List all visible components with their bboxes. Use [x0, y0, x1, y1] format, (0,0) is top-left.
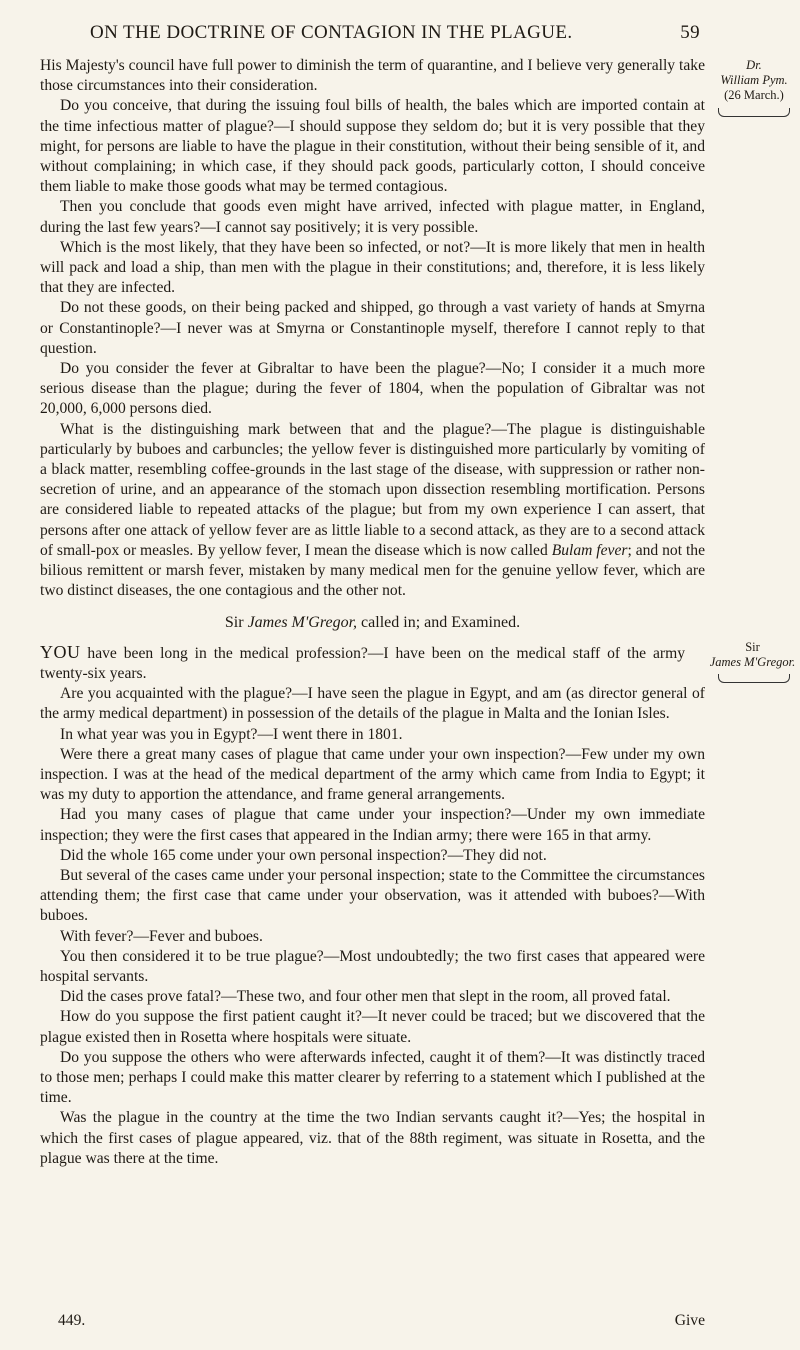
document-body	[40, 56, 705, 1169]
paragraph: His Majesty's council have full power to diminish the term of quarantine, and I believe very generally take those circumstances into their consideration.	[40, 57, 705, 95]
paragraph: Do you conceive, that during the issuing foul bills of health, the bales which are imported contain at the time infectious matter of plague?—I should suppose they seldom do; but it is very possible that they might, for persons are liable to have the plague in their constitution, without their being sensible of it, and without complaining; in which case, if they should pack goods, particularly cotton, I should conceive them liable to make those goods what may be termed contagious.	[40, 97, 705, 196]
paragraph-yellow-fever	[40, 420, 705, 602]
paragraph: Do not these goods, on their being packed and shipped, go through a vast variety of hands at Smyrna or Constantinople?—I never was at Smyrna or Constantinople myself, therefore I cannot reply to that question.	[40, 299, 705, 357]
paragraph: Are you acquainted with the plague?—I have seen the plague in Egypt, and am (as director general of the army medical department) in possession of the details of the plague in Malta and the Ionian Isles.	[40, 685, 705, 723]
page-number: 59	[680, 22, 700, 43]
paragraph: In what year was you in Egypt?—I went there in 1801.	[60, 725, 403, 743]
heading-witness-name: James M'Gregor,	[247, 614, 358, 632]
paragraph-first	[40, 642, 705, 684]
margin-note-mcgregor-name: James M'Gregor.	[709, 655, 796, 669]
paragraph: How do you suppose the first patient caught it?—It never could be traced; but we discovered that the plague existed then in Rosetta where hospitals were situate.	[40, 1008, 705, 1046]
paragraph: Which is the most likely, that they have been so infected, or not?—It is more likely that men in health will pack and load a ship, than men with the plague in their constitutions; and, therefore, it is less likely that they are infected.	[40, 238, 705, 297]
running-header	[90, 20, 700, 50]
paragraph: Did the cases prove fatal?—These two, and four other men that slept in the room, all proved fatal.	[60, 988, 671, 1006]
signature-mark: 449.	[58, 1312, 86, 1329]
paragraph-text: ; and not the bilious remittent or marsh fever, mistaken by many medical men for the genuine yellow fever, which are two distinct diseases, the one contagious and the other not.	[40, 541, 705, 600]
paragraph: But several of the cases came under your personal inspection; state to the Committee the circumstances attending them; the first case that came under your observation, was it attended with buboes?—With buboes.	[40, 866, 705, 925]
paragraph: Had you many cases of plague that came under your inspection?—Under my own immediate inspection; they were the first cases that appeared in the Indian army; there were 165 in that army.	[40, 806, 705, 844]
catchword: Give	[674, 1312, 705, 1329]
margin-note-pym-date: (26 March.)	[724, 88, 784, 102]
paragraph-text: have been long in the medical profession?—I have been on the medical staff of the army twenty-six years.	[40, 644, 685, 682]
margin-note-pym-title: Dr.	[746, 58, 762, 72]
running-title: ON THE DOCTRINE OF CONTAGION IN THE PLAGUE.	[90, 22, 573, 43]
paragraph: Did the whole 165 come under your own personal inspection?—They did not.	[60, 846, 547, 864]
paragraph: With fever?—Fever and buboes.	[60, 927, 263, 945]
margin-note-pym-name: William Pym.	[720, 73, 788, 87]
paragraph: Then you conclude that goods even might have arrived, infected with plague matter, in England, during the last few years?—I cannot say positively; it is very possible.	[40, 198, 705, 236]
margin-note-pym	[712, 58, 796, 103]
margin-brace-mcgregor	[718, 674, 790, 683]
paragraph: You then considered it to be true plague?—Most undoubtedly; the two first cases that appeared were hospital servants.	[40, 947, 705, 985]
paragraph: Do you consider the fever at Gibraltar to have been the plague?—No; I consider it a much more serious disease than the plague; during the fever of 1804, when the population of Gibraltar was not 20,000, 6,000 persons died.	[40, 360, 705, 418]
margin-brace-pym	[718, 108, 790, 117]
margin-note-mcgregor	[705, 640, 800, 670]
paragraph-text: What is the distinguishing mark between that and the plague?—The plague is distinguishable particularly by buboes and carbuncles; the yellow fever is distinguished more particularly by vomiting of a black matter, resembling coffee-grounds in the last stage of the disease, with suppression or rather non-secretion of urine, and an appearance of the stomach upon dissection resembling mortification. Persons are considered liable to repeated attacks of the plague; but from my own experience I can assert, that persons after one attack of yellow fever are as little liable to a second attack, as they are to a second attack of small-pox or measles. By yellow fever, I mean the disease which is now called	[40, 420, 705, 559]
paragraph: Was the plague in the country at the time the two Indian servants caught it?—Yes; the hospital in which the first cases of plague appeared, viz. that of the 88th regiment, was situate in Rosetta, and the plague was there at the time.	[40, 1109, 705, 1167]
heading-sir: Sir	[224, 614, 244, 632]
heading-rest: called in; and Examined.	[361, 614, 521, 632]
opening-word: YOU	[40, 641, 81, 662]
italic-term: Bulam fever	[551, 541, 628, 559]
paragraph: Were there a great many cases of plague that came under your own inspection?—Few under my own inspection. I was at the head of the medical department of the army which came from India to Egypt; it was my duty to apportion the attendance, and frame general arrangements.	[40, 745, 705, 804]
witness-heading	[40, 613, 705, 633]
margin-note-mcgregor-title: Sir	[745, 640, 760, 654]
paragraph: Do you suppose the others who were afterwards infected, caught it of them?—It was distinctly traced to those men; perhaps I could make this matter clearer by referring to a statement which I published at the time.	[40, 1048, 705, 1107]
